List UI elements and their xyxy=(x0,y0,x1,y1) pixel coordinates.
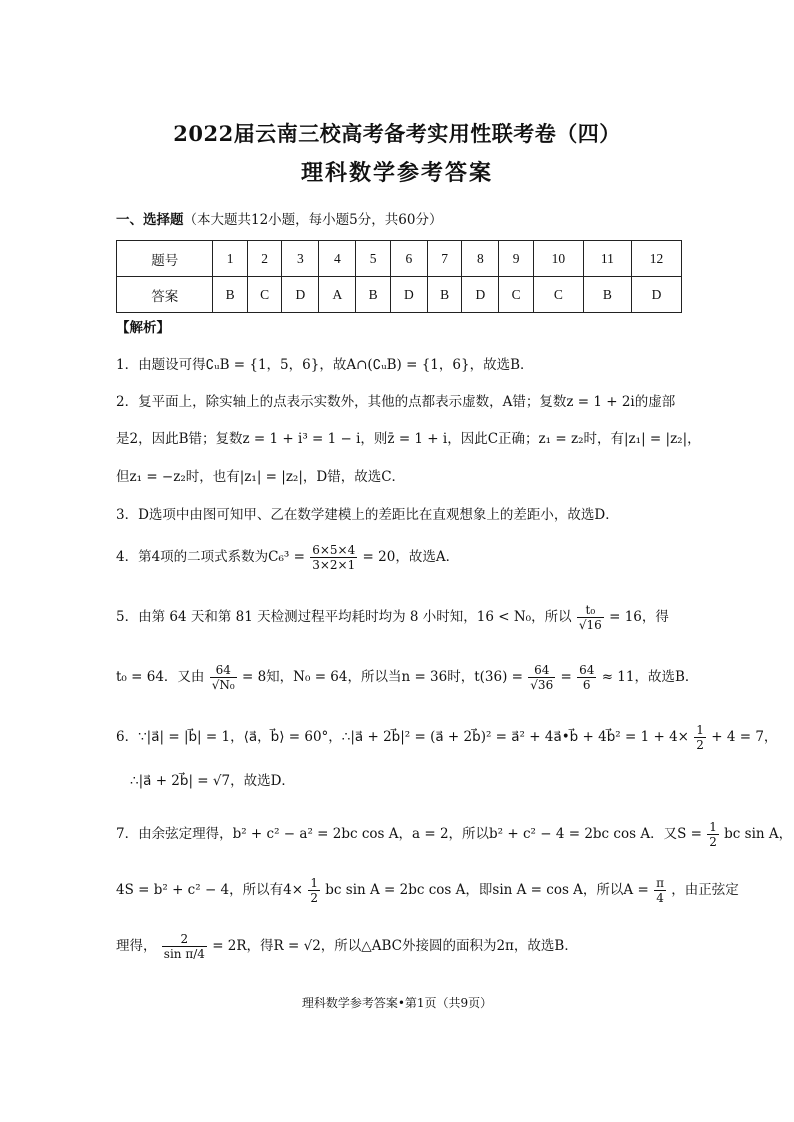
solution-7-text-g: = 2R，得R = √2，所以△ABC外接圆的面积为2π，故选B． xyxy=(212,938,578,954)
solution-3: 3．D选项中由图可知甲、乙在数学建模上的差距比在直观想象上的差距小，故选D． xyxy=(116,507,619,523)
question-number-cell: 2 xyxy=(247,241,281,277)
answer-cell: C xyxy=(499,277,533,313)
fraction-denominator: sin π/4 xyxy=(163,947,205,961)
answer-cell: D xyxy=(390,277,427,313)
answer-cell: B xyxy=(213,277,247,313)
solution-4-text-b: = 20，故选A． xyxy=(362,549,460,565)
fraction-denominator: 6 xyxy=(582,678,591,692)
fraction xyxy=(162,932,207,961)
solution-5-line2 xyxy=(116,663,698,692)
fraction xyxy=(577,663,596,692)
row-label-answer: 答案 xyxy=(117,277,213,313)
solution-7-text-b: bc sin A， xyxy=(724,826,793,842)
page-footer: 理科数学参考答案•第1页（共9页） xyxy=(301,996,493,1010)
fraction-numerator: 64 xyxy=(579,663,595,677)
answer-cell: D xyxy=(462,277,499,313)
question-number-cell: 4 xyxy=(319,241,356,277)
solution-7-text-c: 4S = b² + c² − 4，所以有4× xyxy=(116,882,304,898)
question-number-cell: 8 xyxy=(462,241,499,277)
fraction-numerator: t₀ xyxy=(577,603,604,618)
question-number-cell: 7 xyxy=(427,241,461,277)
solution-4-text-a: 4．第4项的二项式系数为C₆³ = xyxy=(116,549,305,565)
solution-5-text-b: = 16，得 xyxy=(609,609,669,625)
fraction-numerator: 2 xyxy=(162,932,207,947)
fraction-numerator: 1 xyxy=(709,820,717,834)
solution-5-text-f: ≈ 11，故选B． xyxy=(601,669,699,685)
answer-cell: C xyxy=(247,277,281,313)
solution-7-line1 xyxy=(116,820,792,849)
solution-4 xyxy=(116,543,459,572)
answer-cell: B xyxy=(427,277,461,313)
solution-2-line2: 是2，因此B错；复数z = 1 + i³ = 1 − i，则z̄ = 1 + i，因此C正确；z₁ = z₂时，有|z₁| = |z₂|， xyxy=(116,431,701,447)
answer-cell: D xyxy=(632,277,682,313)
solution-7-text-f: 理得， xyxy=(116,938,157,954)
question-number-cell: 12 xyxy=(632,241,682,277)
fraction-denominator: 3×2×1 xyxy=(312,558,356,572)
fraction-denominator: 2 xyxy=(696,738,704,752)
fraction xyxy=(577,603,604,632)
solution-2-line1: 2．复平面上，除实轴上的点表示实数外，其他的点都表示虚数，A错；复数z = 1 + 2i的虚部 xyxy=(116,394,676,410)
question-number-cell: 1 xyxy=(213,241,247,277)
fraction xyxy=(528,663,555,692)
page-title-line1: 2022届云南三校高考备考实用性联考卷（四） xyxy=(173,121,621,146)
section-heading xyxy=(116,210,442,230)
solution-6-text-b: + 4 = 7， xyxy=(711,729,778,745)
solution-1: 1．由题设可得∁ᵤB = {1，5，6}，故A∩(∁ᵤB) = {1，6}，故选B． xyxy=(116,357,534,373)
answer-cell: A xyxy=(319,277,356,313)
solution-5-text-d: = 8知，N₀ = 64，所以当n = 36时，t(36) = xyxy=(241,669,523,685)
solution-6-text-a: 6．∵|a⃗| = |b⃗| = 1，⟨a⃗，b⃗⟩ = 60°，∴|a⃗ + 2b⃗|² = (a⃗ + 2b⃗)² = a⃗² + 4a⃗•b⃗ + 4b⃗² = 1 + 4× xyxy=(116,729,689,745)
solution-7-text-d: bc sin A = 2bc cos A，即sin A = cos A，所以A = xyxy=(325,882,649,898)
solution-6-line1 xyxy=(116,723,777,752)
question-number-cell: 3 xyxy=(282,241,319,277)
solution-5-text-a: 5．由第 64 天和第 81 天检测过程平均耗时均为 8 小时知，16 < N₀，所以 xyxy=(116,609,572,625)
fraction-denominator: 2 xyxy=(310,891,318,905)
fraction-numerator: 1 xyxy=(696,723,704,737)
solution-7-text-e: ，由正弦定 xyxy=(671,882,739,898)
question-number-cell: 9 xyxy=(499,241,533,277)
question-number-cell: 6 xyxy=(390,241,427,277)
answer-cell: D xyxy=(282,277,319,313)
solution-7-line3 xyxy=(116,932,578,961)
fraction xyxy=(210,663,237,692)
fraction xyxy=(310,543,357,572)
fraction-denominator: 2 xyxy=(709,835,717,849)
analysis-heading: 【解析】 xyxy=(116,320,170,336)
fraction xyxy=(694,723,706,752)
fraction-denominator: √N₀ xyxy=(211,678,235,692)
solution-5-line1 xyxy=(116,603,669,632)
answer-cell: C xyxy=(533,277,583,313)
fraction-denominator: 4 xyxy=(656,891,664,905)
solution-5-text-e: = xyxy=(560,669,572,685)
solution-5-text-c: t₀ = 64．又由 xyxy=(116,669,205,685)
fraction-numerator: 64 xyxy=(210,663,237,678)
fraction-numerator: 6×5×4 xyxy=(312,543,356,557)
fraction xyxy=(308,876,320,905)
question-number-cell: 11 xyxy=(583,241,631,277)
fraction xyxy=(707,820,719,849)
page-title-line2: 理科数学参考答案 xyxy=(300,160,493,186)
fraction-denominator: √36 xyxy=(530,678,554,692)
fraction xyxy=(654,876,666,905)
fraction-denominator: √16 xyxy=(578,618,602,632)
question-number-cell: 10 xyxy=(533,241,583,277)
row-label-number: 题号 xyxy=(117,241,213,277)
table-row-numbers xyxy=(117,241,682,277)
solution-2-line3: 但z₁ = −z₂时，也有|z₁| = |z₂|，D错，故选C． xyxy=(116,469,406,485)
answer-cell: B xyxy=(583,277,631,313)
question-number-cell: 5 xyxy=(356,241,390,277)
table-row-answers xyxy=(117,277,682,313)
fraction-numerator: π xyxy=(656,876,664,890)
solution-7-line2 xyxy=(116,876,739,905)
solution-6-line2: ∴|a⃗ + 2b⃗| = √7，故选D． xyxy=(130,773,295,789)
solution-7-text-a: 7．由余弦定理得，b² + c² − a² = 2bc cos A，a = 2，所以b² + c² − 4 = 2bc cos A．又S = xyxy=(116,826,702,842)
section-title: 一、选择题 xyxy=(116,212,184,228)
answer-table xyxy=(116,240,682,313)
answer-cell: B xyxy=(356,277,390,313)
section-note: （本大题共12小题，每小题5分，共60分） xyxy=(183,212,443,228)
fraction-numerator: 64 xyxy=(528,663,555,678)
fraction-numerator: 1 xyxy=(310,876,318,890)
